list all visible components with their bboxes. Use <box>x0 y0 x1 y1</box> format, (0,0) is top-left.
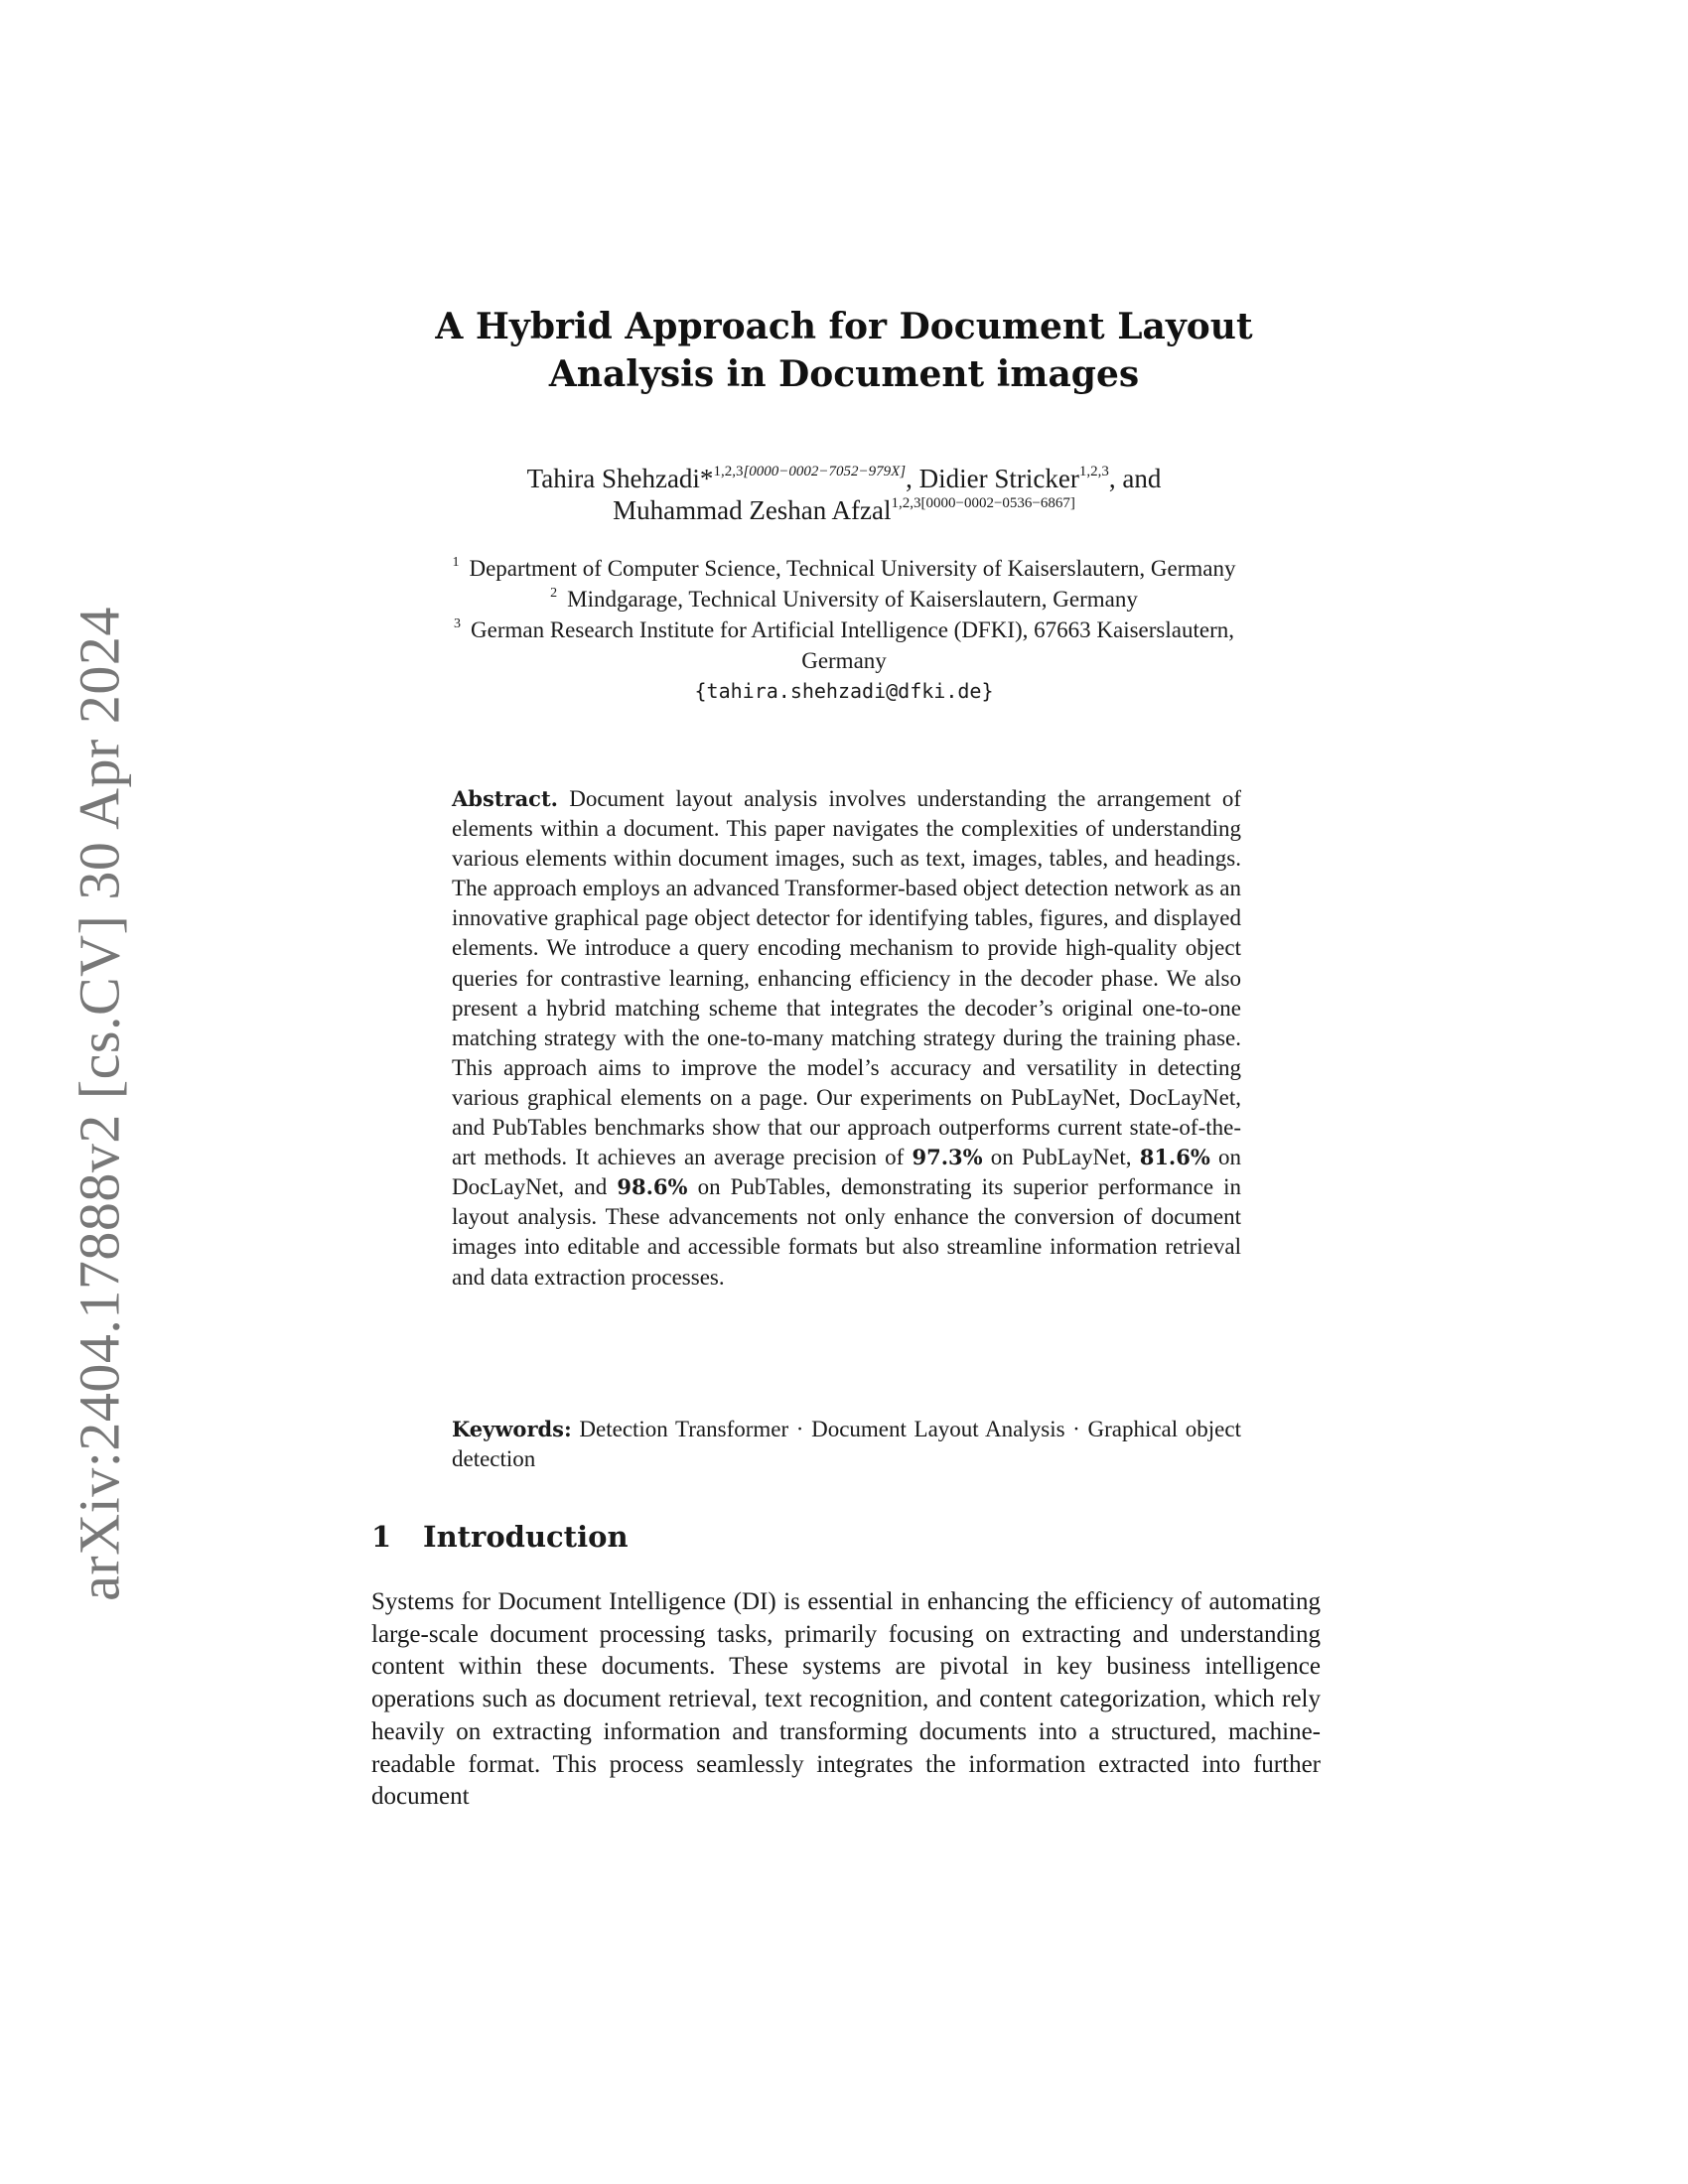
abstract-text-2: on PubLayNet, <box>982 1145 1140 1170</box>
abstract <box>452 784 1241 1293</box>
affiliation-3-text: German Research Institute for Artificial Intelligence (DFKI), 67663 Kaiserslautern, <box>471 617 1234 642</box>
paper-title <box>0 303 1688 398</box>
author-name-3: Muhammad Zeshan Afzal <box>613 495 892 525</box>
affiliation-2-number: 2 <box>550 586 558 601</box>
affiliation-2 <box>0 584 1688 614</box>
author-list <box>0 463 1688 526</box>
section-heading-introduction <box>371 1519 629 1555</box>
author-1-orcid: [0000−0002−7052−979X] <box>743 464 907 479</box>
affiliation-1 <box>0 553 1688 584</box>
author-name-1: Tahira Shehzadi* <box>526 464 714 493</box>
keywords <box>452 1415 1241 1474</box>
author-separator-2: , and <box>1108 464 1162 493</box>
affiliation-3-continued <box>0 645 1688 676</box>
affiliation-1-number: 1 <box>452 555 460 570</box>
title-line-1: A Hybrid Approach for Document Layout <box>435 306 1253 347</box>
author-separator-1: , <box>906 464 919 493</box>
author-1-superscript <box>713 464 906 479</box>
section-title: Introduction <box>423 1520 629 1554</box>
keywords-text: Detection Transformer · Document Layout Analysis · Graphical object detection <box>452 1417 1241 1471</box>
affiliation-2-text: Mindgarage, Technical University of Kaiserslautern, Germany <box>567 587 1138 612</box>
affiliation-3-number: 3 <box>454 616 462 631</box>
title-line-2: Analysis in Document images <box>548 353 1140 395</box>
author-line-2 <box>0 494 1688 526</box>
abstract-value-pubtables: 98.6% <box>617 1174 688 1200</box>
introduction-paragraph: Systems for Document Intelligence (DI) is essential in enhancing the efficiency of automating large-scale document processing tasks, primarily focusing on extracting and understanding content within these documents. These systems are pivotal in key business intelligence operations such as document retrieval, text recognition, and content categorization, which rely heavily on extracting information and transforming documents into a structured, machine-readable format. This process seamlessly integrates the information extracted into further document <box>371 1588 1321 1811</box>
affiliation-list <box>0 553 1688 707</box>
arxiv-identifier-stamp: arXiv:2404.17888v2 [cs.CV] 30 Apr 2024 <box>67 607 132 1601</box>
abstract-text-3: on DocLayNet, and <box>452 1145 1242 1200</box>
abstract-text-4: on PubTables, demonstrating its superior performance in layout analysis. These advancements not only enhance the conversion of document images into editable and accessible formats but also streamline information retrieval and data extraction processes. <box>452 1174 1241 1290</box>
author-1-affiliation-marks: 1,2,3 <box>713 464 744 479</box>
affiliation-1-text: Department of Computer Science, Technical University of Kaiserslautern, Germany <box>469 556 1236 581</box>
abstract-value-publaynet: 97.3% <box>912 1145 983 1170</box>
abstract-value-doclaynet: 81.6% <box>1139 1145 1210 1170</box>
author-3-superscript <box>892 495 1075 511</box>
author-line-1 <box>0 463 1688 494</box>
keywords-label: Keywords: <box>452 1417 572 1441</box>
author-name-2: Didier Stricker <box>918 464 1079 493</box>
section-number: 1 <box>371 1520 392 1554</box>
contact-email[interactable]: {tahira.shehzadi@dfki.de} <box>694 679 994 703</box>
author-3-affiliation-marks: 1,2,3 <box>891 495 921 511</box>
abstract-label: Abstract. <box>452 786 558 811</box>
author-2-affiliation-marks: 1,2,3 <box>1078 464 1109 479</box>
abstract-text-1: Document layout analysis involves understanding the arrangement of elements within a document. This paper navigates the complexities of understanding various elements within document images, such as text, images, tables, and headings. The approach employs an advanced Transformer-based object detection network as an innovative graphical page object detector for identifying tables, figures, and displayed elements. We introduce a query encoding mechanism to provide high-quality object queries for contrastive learning, enhancing efficiency in the decoder phase. We also present a hybrid matching scheme that integrates the decoder’s original one-to-one matching strategy with the one-to-many matching strategy during the training phase. This approach aims to improve the model’s accuracy and versatility in detecting various graphical elements on a page. Our experiments on PubLayNet, DocLayNet, and PubTables benchmarks show that our approach outperforms current state-of-the-art methods. It achieves an average precision of <box>452 786 1241 1170</box>
affiliation-3-continued-text: Germany <box>801 648 887 673</box>
author-3-orcid: [0000−0002−0536−6867] <box>920 495 1075 511</box>
affiliation-3 <box>0 614 1688 645</box>
